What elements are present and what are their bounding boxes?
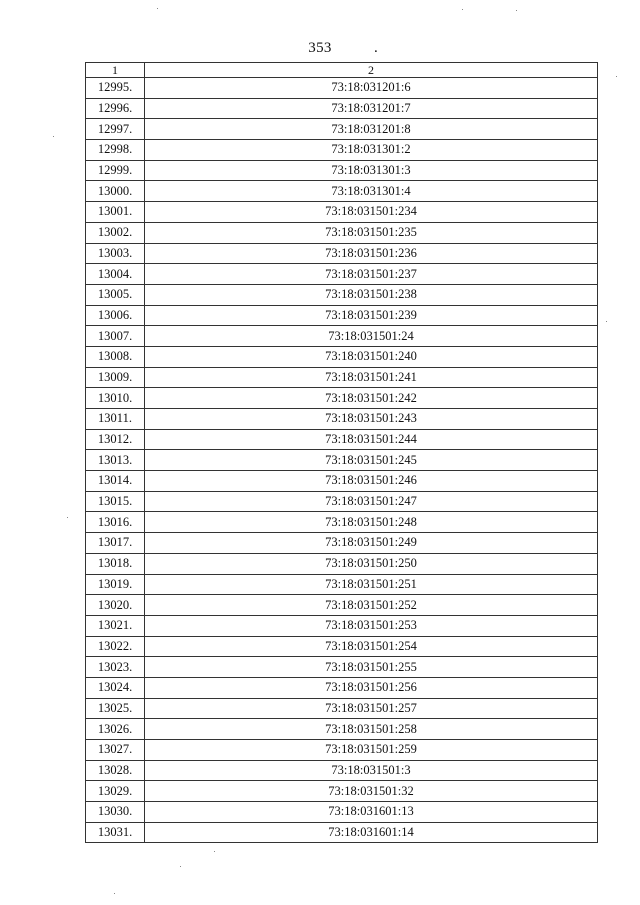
row-number-cell: 13018. xyxy=(86,553,145,574)
table-row xyxy=(86,98,598,119)
cadastral-number-cell: 73:18:031301:2 xyxy=(145,140,598,161)
scan-speck xyxy=(114,893,115,894)
cadastral-number-cell: 73:18:031501:238 xyxy=(145,284,598,305)
table-row xyxy=(86,471,598,492)
row-number-cell: 13014. xyxy=(86,471,145,492)
row-number-cell: 13002. xyxy=(86,222,145,243)
cadastral-number-cell: 73:18:031601:13 xyxy=(145,802,598,823)
row-number-cell: 13026. xyxy=(86,719,145,740)
row-number-cell: 12999. xyxy=(86,160,145,181)
cadastral-number-cell: 73:18:031501:240 xyxy=(145,346,598,367)
row-number-cell: 13030. xyxy=(86,802,145,823)
scan-speck xyxy=(516,10,517,11)
row-number-cell: 13015. xyxy=(86,491,145,512)
row-number-cell: 13010. xyxy=(86,388,145,409)
row-number-cell: 13024. xyxy=(86,677,145,698)
table-row xyxy=(86,346,598,367)
table-row xyxy=(86,284,598,305)
row-number-cell: 12995. xyxy=(86,78,145,99)
table-row xyxy=(86,305,598,326)
cadastral-number-cell: 73:18:031501:239 xyxy=(145,305,598,326)
table-row xyxy=(86,636,598,657)
cadastral-number-cell: 73:18:031501:251 xyxy=(145,574,598,595)
row-number-cell: 13011. xyxy=(86,409,145,430)
row-number-cell: 13006. xyxy=(86,305,145,326)
table-row xyxy=(86,781,598,802)
cadastral-number-cell: 73:18:031501:248 xyxy=(145,512,598,533)
cadastral-number-cell: 73:18:031501:242 xyxy=(145,388,598,409)
table-row xyxy=(86,409,598,430)
row-number-cell: 13022. xyxy=(86,636,145,657)
cadastral-number-cell: 73:18:031301:3 xyxy=(145,160,598,181)
row-number-cell: 13019. xyxy=(86,574,145,595)
row-number-cell: 13012. xyxy=(86,429,145,450)
cadastral-number-cell: 73:18:031501:236 xyxy=(145,243,598,264)
cadastral-number-cell: 73:18:031501:255 xyxy=(145,657,598,678)
table-row xyxy=(86,719,598,740)
row-number-cell: 13005. xyxy=(86,284,145,305)
column-header-cadastral: 2 xyxy=(145,63,598,78)
table-row xyxy=(86,740,598,761)
column-header-number: 1 xyxy=(86,63,145,78)
row-number-cell: 13000. xyxy=(86,181,145,202)
table-row xyxy=(86,615,598,636)
table-row xyxy=(86,119,598,140)
page-number xyxy=(0,40,640,57)
table-row xyxy=(86,243,598,264)
table-row xyxy=(86,140,598,161)
page-number-text: 353 xyxy=(308,40,332,56)
table-row xyxy=(86,222,598,243)
cadastral-number-cell: 73:18:031501:32 xyxy=(145,781,598,802)
table-row xyxy=(86,491,598,512)
table-row xyxy=(86,202,598,223)
table-row xyxy=(86,326,598,347)
cadastral-number-cell: 73:18:031201:8 xyxy=(145,119,598,140)
scan-speck xyxy=(67,517,68,518)
table-header-row xyxy=(86,63,598,78)
row-number-cell: 13021. xyxy=(86,615,145,636)
cadastral-number-cell: 73:18:031501:256 xyxy=(145,677,598,698)
row-number-cell: 13029. xyxy=(86,781,145,802)
row-number-cell: 13003. xyxy=(86,243,145,264)
row-number-cell: 13028. xyxy=(86,760,145,781)
table-row xyxy=(86,450,598,471)
row-number-cell: 12998. xyxy=(86,140,145,161)
row-number-cell: 12996. xyxy=(86,98,145,119)
row-number-cell: 13007. xyxy=(86,326,145,347)
row-number-cell: 13025. xyxy=(86,698,145,719)
row-number-cell: 13027. xyxy=(86,740,145,761)
table-row xyxy=(86,533,598,554)
cadastral-number-cell: 73:18:031501:252 xyxy=(145,595,598,616)
table-row xyxy=(86,429,598,450)
table-row xyxy=(86,553,598,574)
table-row xyxy=(86,802,598,823)
scan-speck xyxy=(214,851,215,852)
cadastral-number-cell: 73:18:031501:253 xyxy=(145,615,598,636)
scan-speck xyxy=(53,136,54,137)
cadastral-number-cell: 73:18:031601:14 xyxy=(145,822,598,843)
cadastral-number-cell: 73:18:031501:259 xyxy=(145,740,598,761)
cadastral-number-cell: 73:18:031501:254 xyxy=(145,636,598,657)
cadastral-number-cell: 73:18:031201:7 xyxy=(145,98,598,119)
cadastral-number-cell: 73:18:031501:24 xyxy=(145,326,598,347)
table-row xyxy=(86,160,598,181)
cadastral-number-cell: 73:18:031501:243 xyxy=(145,409,598,430)
cadastral-number-cell: 73:18:031501:257 xyxy=(145,698,598,719)
table-row xyxy=(86,388,598,409)
cadastral-number-cell: 73:18:031501:237 xyxy=(145,264,598,285)
cadastral-number-cell: 73:18:031501:249 xyxy=(145,533,598,554)
row-number-cell: 13013. xyxy=(86,450,145,471)
cadastral-number-cell: 73:18:031501:247 xyxy=(145,491,598,512)
cadastral-number-cell: 73:18:031501:250 xyxy=(145,553,598,574)
row-number-cell: 13020. xyxy=(86,595,145,616)
table-row xyxy=(86,78,598,99)
table-row xyxy=(86,512,598,533)
cadastral-number-cell: 73:18:031501:241 xyxy=(145,367,598,388)
row-number-cell: 12997. xyxy=(86,119,145,140)
cadastral-number-cell: 73:18:031501:246 xyxy=(145,471,598,492)
row-number-cell: 13017. xyxy=(86,533,145,554)
table-row xyxy=(86,822,598,843)
register-table xyxy=(85,62,598,843)
table-row xyxy=(86,760,598,781)
table-row xyxy=(86,264,598,285)
table-row xyxy=(86,677,598,698)
cadastral-number-cell: 73:18:031501:3 xyxy=(145,760,598,781)
scan-speck xyxy=(606,321,607,322)
row-number-cell: 13016. xyxy=(86,512,145,533)
row-number-cell: 13023. xyxy=(86,657,145,678)
table-row xyxy=(86,181,598,202)
cadastral-number-cell: 73:18:031501:245 xyxy=(145,450,598,471)
scan-speck xyxy=(157,8,158,9)
table-row xyxy=(86,595,598,616)
scan-speck xyxy=(180,866,181,867)
cadastral-number-cell: 73:18:031501:235 xyxy=(145,222,598,243)
row-number-cell: 13009. xyxy=(86,367,145,388)
cadastral-number-cell: 73:18:031301:4 xyxy=(145,181,598,202)
row-number-cell: 13001. xyxy=(86,202,145,223)
cadastral-number-cell: 73:18:031201:6 xyxy=(145,78,598,99)
row-number-cell: 13004. xyxy=(86,264,145,285)
table-body xyxy=(86,78,598,843)
table-row xyxy=(86,657,598,678)
row-number-cell: 13031. xyxy=(86,822,145,843)
cadastral-number-cell: 73:18:031501:234 xyxy=(145,202,598,223)
page-mark: . xyxy=(374,40,379,56)
cadastral-number-cell: 73:18:031501:244 xyxy=(145,429,598,450)
scan-speck xyxy=(616,76,617,77)
table-row xyxy=(86,574,598,595)
table-row xyxy=(86,698,598,719)
cadastral-number-cell: 73:18:031501:258 xyxy=(145,719,598,740)
row-number-cell: 13008. xyxy=(86,346,145,367)
table-row xyxy=(86,367,598,388)
scan-speck xyxy=(462,9,463,10)
